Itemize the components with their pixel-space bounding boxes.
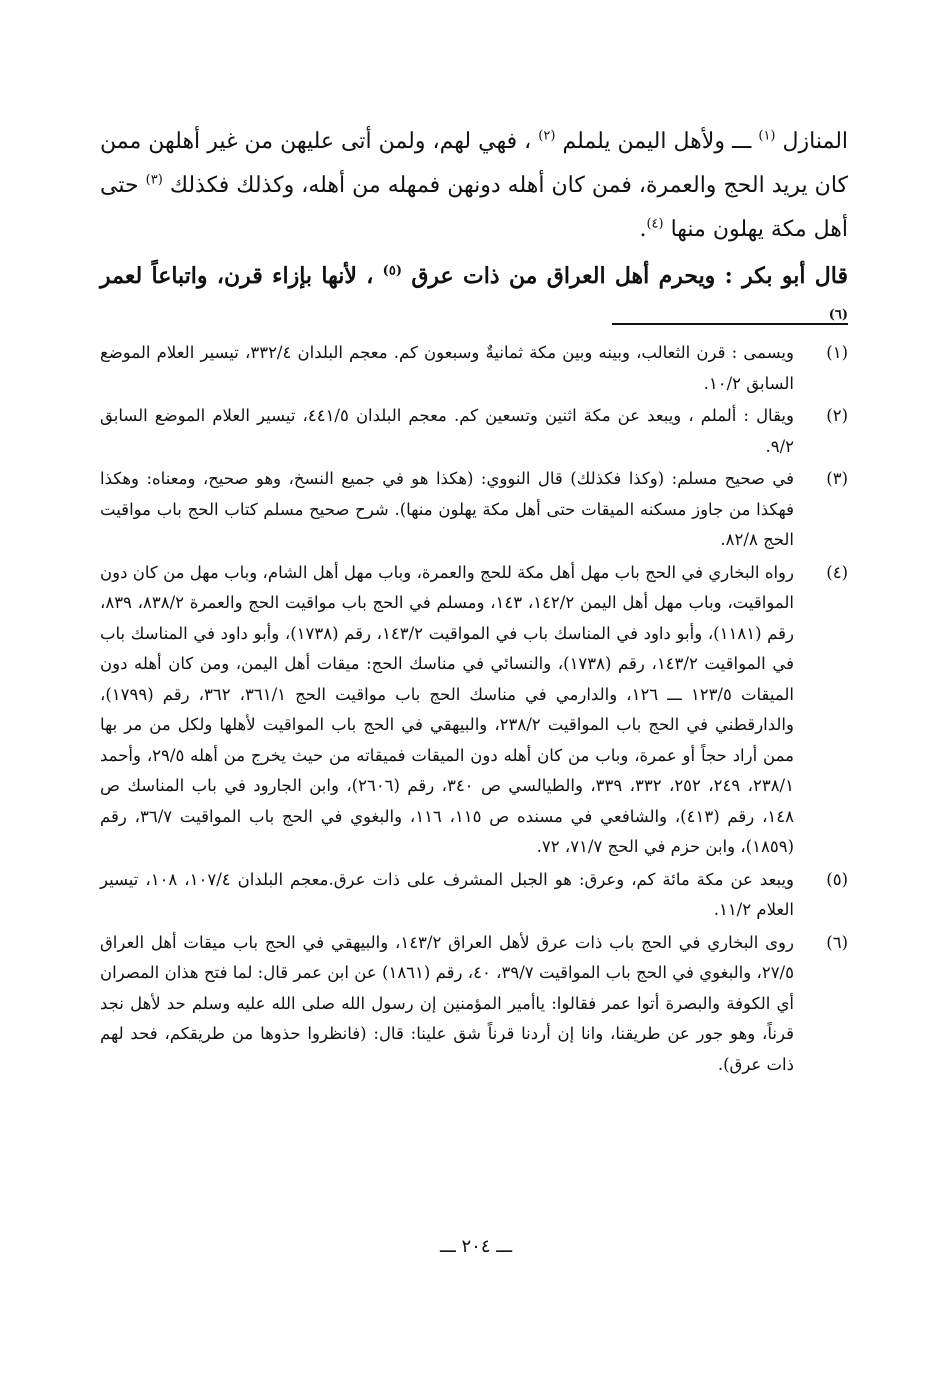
- footnote-item: [100, 338, 848, 399]
- footnote-ref[interactable]: (١): [758, 128, 776, 144]
- main-text-segment: ـــ ولأهل اليمن يلملم: [562, 129, 752, 154]
- footnote-item: [100, 464, 848, 556]
- footnote-separator: [612, 323, 848, 325]
- heading-text: قال أبو بكر : ويحرم أهل العراق من ذات عرق: [411, 263, 848, 289]
- footnote-item: [100, 928, 848, 1081]
- footnote-item: [100, 558, 848, 863]
- main-text-segment: المنازل: [782, 129, 849, 154]
- footnote-text: ويسمى : قرن الثعالب، وبينه وبين مكة ثمانيةٌ وسبعون كم. معجم البلدان ٣٣٢/٤، تيسير العلام الموضع السابق ١٠/٢.: [100, 343, 794, 393]
- main-text-segment: ، فهي لهم، ولمن أتى عليهن من غير أهلهن ممن كان يريد الحج والعمرة، فمن كان أهله دونهن فمهله من أهله، وكذلك فكذلك: [100, 129, 849, 198]
- footnote-number: (٣): [826, 469, 848, 488]
- footnote-number: (٦): [826, 932, 848, 952]
- footnote-ref[interactable]: (٦): [828, 307, 848, 323]
- footnote-text: رواه البخاري في الحج باب مهل أهل مكة للحج والعمرة، وباب مهل أهل الشام، وباب مهل من كان دون المواقيت، وباب مهل أهل اليمن ١٤٢/٢، ١٤٣، ومسلم في الحج باب مواقيت الحج والعمرة ٨٣٨/٢، ٨٣٩، رقم (١١٨١)، وأبو داود في المناسك باب في المواقيت ١٤٣/٢، رقم (١٧٣٨)، وأبو داود في المناسك باب في المواقيت ١٤٣/٢، رقم (١٧٣٨)، والنسائي في مناسك الحج: ميقات أهل اليمن، ومن كان أهله دون الميقات ١٢٣/٥ ـــ ١٢٦، والدارمي في مناسك الحج باب مواقيت الحج ٣٦١/١، ٣٦٢، رقم (١٧٩٩)، والدارقطني في الحج باب المواقيت ٢٣٨/٢، والبيهقي في الحج باب المواقيت لأهلها ولكل من مر بها ممن أراد حجاً أو عمرة، وباب من كان أهله دون الميقات فميقاته من حيث يخرج من أهله ٢٩/٥، وأحمد ٢٣٨/١، ٢٤٩، ٢٥٢، ٣٣٢، ٣٣٩، والطيالسي ص ٣٤٠، رقم (٢٦٠٦)، وابن الجارود في باب المناسك ص ١٤٨، رقم (٤١٣)، والشافعي في مسنده ص ١١٥، ١١٦، والبغوي في الحج باب المواقيت ٣٦/٧، رقم (١٨٥٩)، وابن حزم في الحج ٧١/٧، ٧٢.: [100, 562, 795, 856]
- footnote-number: (٥): [826, 869, 848, 889]
- footnote-text: روى البخاري في الحج باب ذات عرق لأهل العراق ١٤٣/٢، والبيهقي في الحج باب ميقات أهل العراق ٢٧/٥، والبغوي في الحج باب المواقيت ٣٩/٧، ٤٠، رقم (١٨٦١) عن ابن عمر قال: لما فتح هذان المصران أي الكوفة والبصرة أتوا عمر فقالوا: ياأمير المؤمنين إن رسول الله صلى الله عليه وسلم حد لأهل نجد قرناً، وهو جور عن طريقنا، وانا إن أردنا قرناً شق علينا: قال: (فانظروا حذوها من طريقكم، فحد لهم ذات عرق).: [100, 932, 794, 1074]
- footnote-text: ويقال : ألملم ، ويبعد عن مكة اثنين وتسعين كم. معجم البلدان ٤٤١/٥، تيسير العلام الموضع السابق ٩/٢.: [100, 406, 794, 456]
- main-text-block: [100, 120, 848, 342]
- main-text-segment: حتى أهل مكة يهلون منها: [100, 173, 848, 242]
- footnote-ref[interactable]: (٢): [538, 128, 556, 144]
- footnote-item: [100, 401, 848, 462]
- footnote-item: [100, 865, 848, 926]
- main-text-segment: .: [639, 217, 647, 242]
- page-number: ـــ ٢٠٤ ـــ: [439, 1236, 513, 1257]
- footnote-text: ويبعد عن مكة مائة كم، وعرق: هو الجبل المشرف على ذات عرق.معجم البلدان ١٠٧/٤، ١٠٨، تيسير العلام ١١/٢.: [100, 869, 795, 919]
- footnote-number: (١): [826, 343, 848, 362]
- main-paragraph: [100, 120, 848, 252]
- footnote-ref[interactable]: (٥): [382, 263, 402, 279]
- section-heading-paragraph: [100, 254, 848, 342]
- heading-text: ، لأنها بإزاء قرن، واتباعاً لعمر: [100, 263, 374, 289]
- footnote-ref[interactable]: (٤): [646, 216, 664, 232]
- footnotes-section: [100, 338, 848, 1082]
- footnote-text: في صحيح مسلم: (وكذا فكذلك) قال النووي: (هكذا هو في جميع النسخ، وهو صحيح، ومعناه: وهكذا فهكذا من جاوز مسكنه الميقات حتى أهل مكة يهلون منها). شرح صحيح مسلم كتاب الحج باب مواقيت الحج ٨٢/٨.: [100, 469, 794, 549]
- footnote-ref[interactable]: (٣): [145, 172, 163, 188]
- footnote-number: (٤): [826, 562, 848, 582]
- footnote-number: (٢): [826, 406, 848, 425]
